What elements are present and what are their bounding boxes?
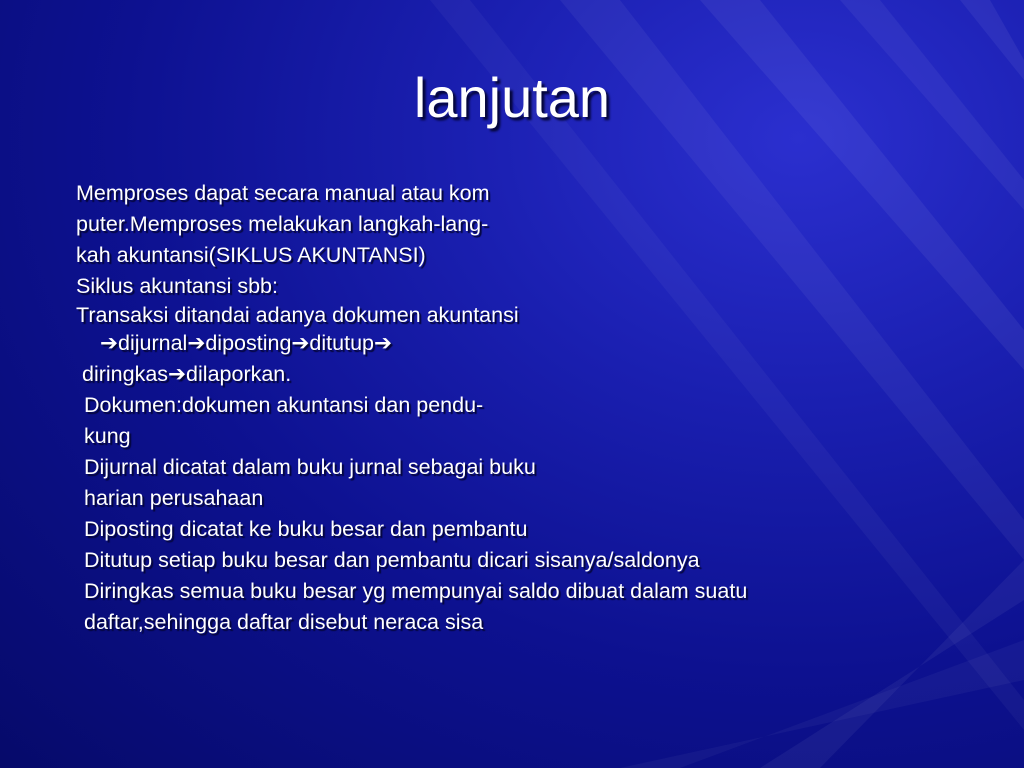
slide-title: lanjutan: [413, 66, 611, 129]
body-line: kung: [84, 424, 131, 448]
body-line: Diringkas semua buku besar yg mempunyai saldo dibuat dalam suatu: [84, 579, 748, 603]
body-line: Siklus akuntansi sbb:: [76, 274, 278, 298]
body-line: ➔dijurnal➔diposting➔ditutup➔: [100, 331, 392, 355]
body-line: kah akuntansi(SIKLUS AKUNTANSI): [76, 243, 426, 267]
body-line: Memproses dapat secara manual atau kom: [76, 181, 490, 205]
body-line: daftar,sehingga daftar disebut neraca sisa: [84, 610, 484, 634]
body-line: harian perusahaan: [84, 486, 264, 510]
body-line: diringkas➔dilaporkan.: [82, 362, 292, 386]
body-line: Diposting dicatat ke buku besar dan pembantu: [84, 517, 528, 541]
body-line: Ditutup setiap buku besar dan pembantu dicari sisanya/saldonya: [84, 548, 700, 572]
body-line: Dijurnal dicatat dalam buku jurnal sebagai buku: [84, 455, 536, 479]
body-line: Dokumen:dokumen akuntansi dan pendu-: [84, 393, 484, 417]
body-line: puter.Memproses melakukan langkah-lang-: [76, 212, 489, 236]
slide-body: [76, 178, 976, 638]
body-line: Transaksi ditandai adanya dokumen akuntansi: [76, 303, 519, 327]
